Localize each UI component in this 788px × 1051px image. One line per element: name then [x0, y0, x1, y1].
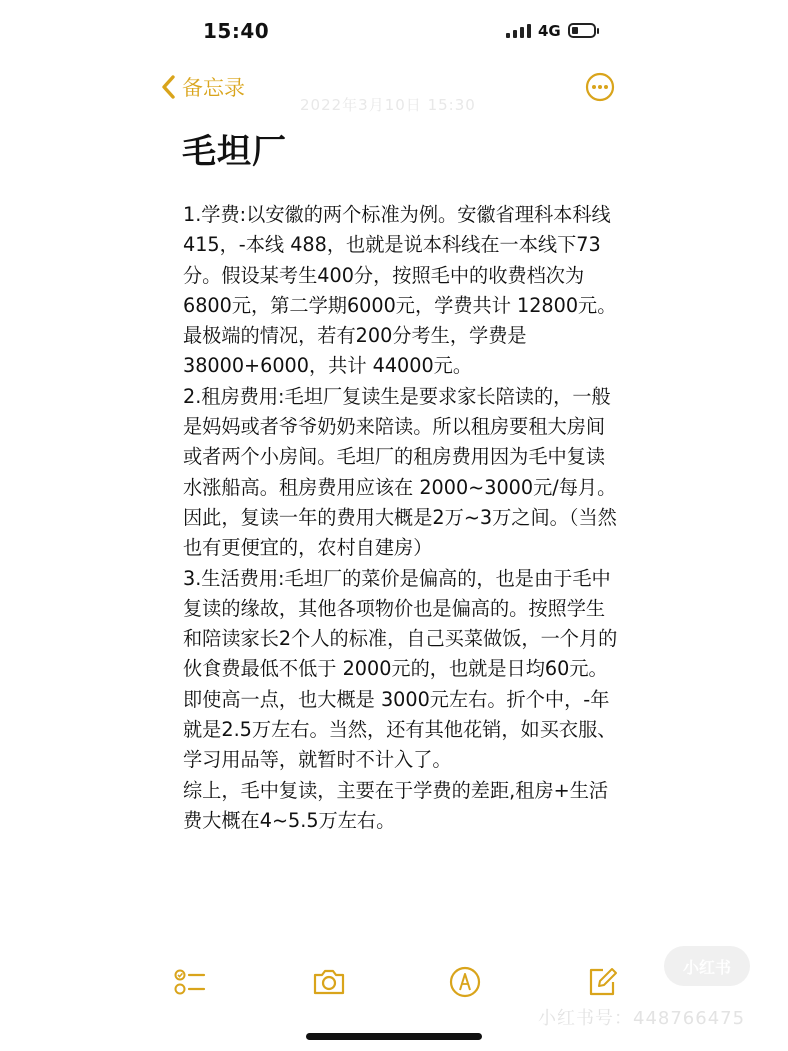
more-circle-icon[interactable]: [585, 72, 615, 102]
back-label: 备忘录: [182, 76, 245, 100]
note-paragraph-tuition: 1.学费:以安徽的两个标准为例。安徽省理科本科线 415，-本线 488，也就是说本科线在一本线下73分。假设某考生400分，按照毛中的收费档次为 6800元，第二学期6000元，学费共计 12800元。最极端的情况，若有200分考生，学费是 38000+6000，共计 44000元。: [183, 203, 617, 378]
chevron-left-icon: [160, 74, 176, 100]
compose-icon[interactable]: [584, 964, 620, 1000]
home-indicator[interactable]: [306, 1033, 482, 1040]
battery-icon: [568, 23, 596, 38]
status-time: 15:40: [203, 19, 270, 43]
note-paragraph-summary: 综上，毛中复读，主要在于学费的差距,租房+生活费大概在4~5.5万左右。: [183, 778, 609, 832]
signal-icon: [506, 24, 532, 38]
note-title[interactable]: 毛坦厂: [182, 132, 287, 172]
network-type: 4G: [538, 22, 561, 40]
note-paragraph-rent: 2.租房费用:毛坦厂复读生是要求家长陪读的，一般是妈妈或者爷爷奶奶来陪读。所以租房要租大房间或者两个小房间。毛坦厂的租房费用因为毛中复读水涨船高。租房费用应该在 2000~3000元/每月。因此，复读一年的费用大概是2万~3万之间。（当然也有更便宜的，农村自建房）: [183, 384, 617, 560]
status-bar: [0, 0, 788, 66]
back-button[interactable]: [160, 72, 245, 102]
camera-icon[interactable]: [311, 964, 347, 1000]
note-body[interactable]: [183, 200, 623, 836]
pen-markup-icon[interactable]: [447, 964, 483, 1000]
note-paragraph-living: 3.生活费用:毛坦厂的菜价是偏高的，也是由于毛中复读的缘故，其他各项物价也是偏高的。按照学生和陪读家长2个人的标准，自己买菜做饭，一个月的伙食费最低不低于 2000元的，也就是日均60元。即使高一点，也大概是 3000元左右。折个中，-年就是2.5万左右。当然，还有其他花销，如买衣服、学习用品等，就暂时不计入了。: [183, 566, 618, 772]
watermark-text: 小红书号：448766475: [538, 1008, 746, 1029]
checklist-icon[interactable]: [172, 964, 208, 1000]
note-date: 2022年3月10日 15:30: [300, 96, 476, 114]
watermark-logo: 小红书: [664, 946, 750, 986]
